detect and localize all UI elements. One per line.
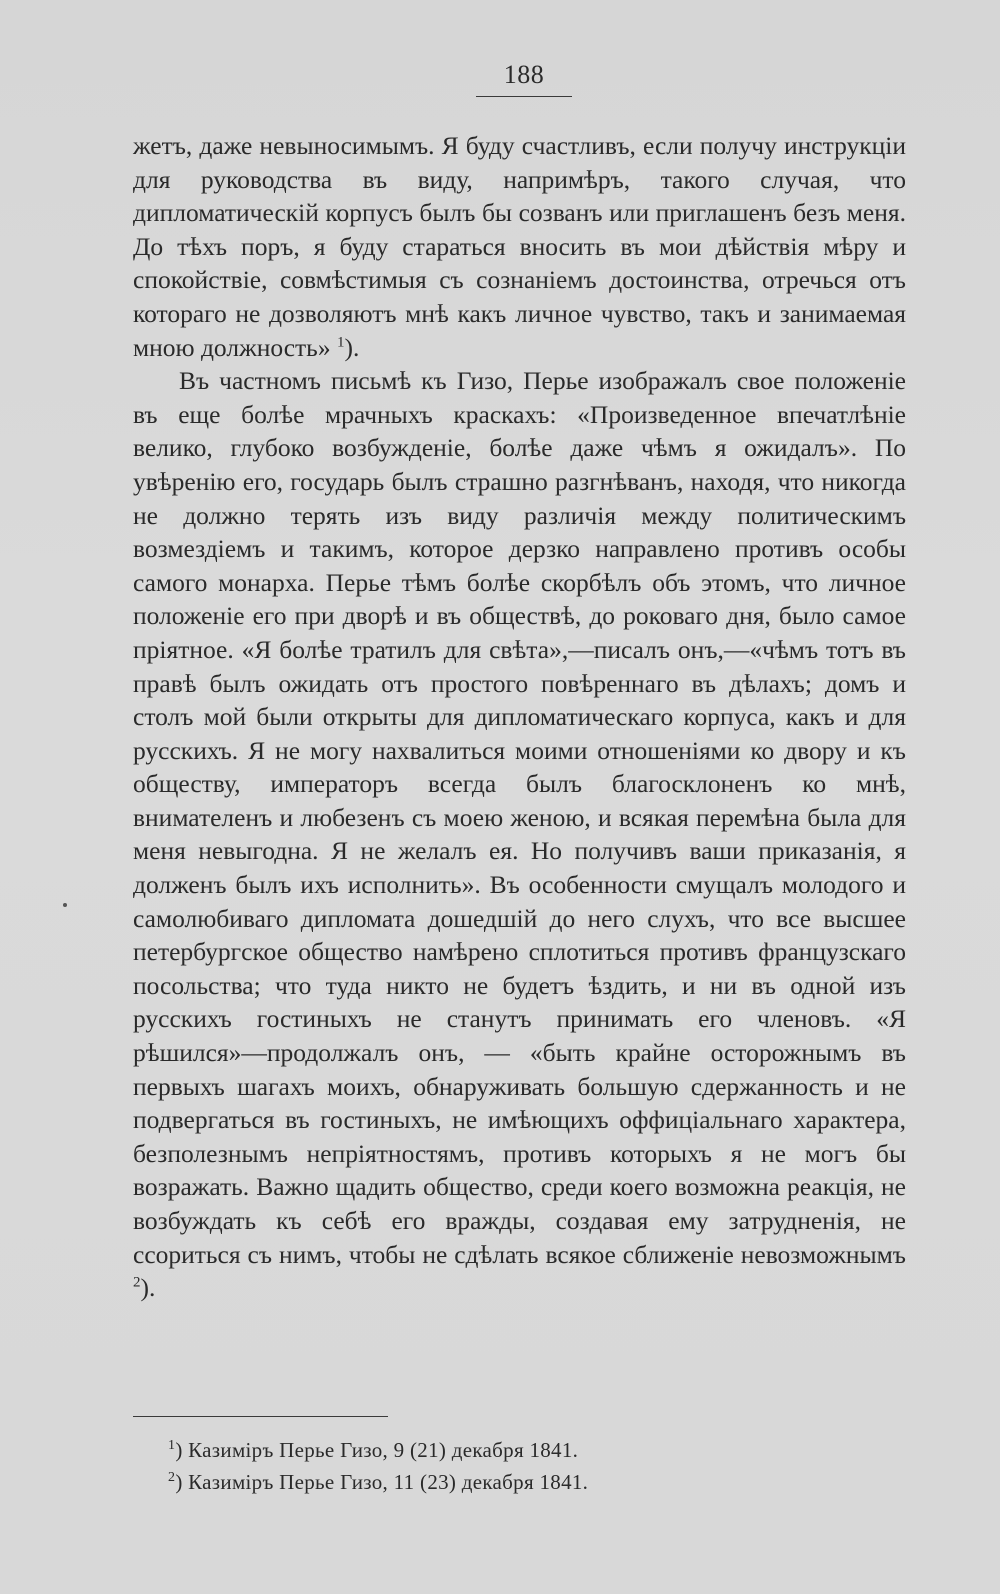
paragraph-1 bbox=[133, 129, 906, 364]
footnote-2-text: ) Казиміръ Перье Гизо, 11 (23) декабря 1841. bbox=[175, 1470, 589, 1494]
footnote-2 bbox=[168, 1466, 868, 1498]
footnote-ref-2-close: ). bbox=[140, 1273, 156, 1303]
paragraph-1-text: жетъ, даже невыносимымъ. Я буду счастливъ, если получу инструкціи для руководства въ виду, напримѣръ, такого случая, что дипломатическій корпусъ былъ бы созванъ или приглашенъ безъ меня. До тѣхъ поръ, я буду стараться вносить въ мои дѣйствія мѣру и спокойствіе, совмѣстимыя съ сознаніемъ достоинства, отречься отъ котораго не дозволяютъ мнѣ какъ личное чувство, такъ и занимаемая мною должность» bbox=[133, 131, 906, 362]
main-text bbox=[133, 129, 906, 1305]
paragraph-2-text: Въ частномъ письмѣ къ Гизо, Перье изображалъ свое положеніе въ еще болѣе мрачныхъ краскахъ: «Произведенное впечатлѣніе велико, глубоко возбужденіе, болѣе даже чѣмъ я ожидалъ». По увѣренію его, государь былъ страшно разгнѣванъ, находя, что никогда не должно терять изъ виду различія между политическимъ возмездіемъ и такимъ, которое дерзко направлено противъ особы самого монарха. Перье тѣмъ болѣе скорбѣлъ объ этомъ, что личное положеніе его при дворѣ и въ обществѣ, до роковаго дня, было самое пріятное. «Я болѣе тратилъ для свѣта»,—писалъ онъ,—«чѣмъ тотъ въ правѣ былъ ожидать отъ простого повѣреннаго въ дѣлахъ; домъ и столъ мой были открыты для дипломатическаго корпуса, какъ и для русскихъ. Я не могу нахвалиться моими отношеніями ко двору и къ обществу, императоръ всегда былъ благосклоненъ ко мнѣ, внимателенъ и любезенъ съ моею женою, и всякая перемѣна была для меня невыгодна. Я не желалъ ея. Но получивъ ваши приказанія, я долженъ былъ ихъ исполнить». Въ особенности смущалъ молодого и самолюбиваго дипломата дошедшій до него слухъ, что все высшее петербургское общество намѣрено сплотиться противъ французскаго посольства; что туда никто не будетъ ѣздить, и ни въ одной изъ русскихъ гостиныхъ не станутъ принимать его членовъ. «Я рѣшился»—продолжалъ онъ, — «быть крайне осторожнымъ въ первыхъ шагахъ моихъ, обнаруживать большую сдержанность и не подвергаться въ гостиныхъ, не имѣющихъ оффиціальнаго характера, безполезнымъ непріятностямъ, противъ которыхъ я не могъ бы возражать. Важно щадить общество, среди коего возможна реакція, не возбуждать къ себѣ его вражды, создавая ему затрудненія, не ссориться съ нимъ, чтобы не сдѣлать всякое сближеніе невозможнымъ bbox=[133, 366, 906, 1269]
footnote-ref-1-close: ). bbox=[344, 332, 360, 362]
footnote-ref-2: 2 bbox=[133, 1274, 141, 1291]
paragraph-2 bbox=[133, 364, 906, 1305]
page-number-rule bbox=[476, 96, 572, 97]
page-speck bbox=[63, 903, 67, 907]
footnote-1-mark: 1 bbox=[168, 1438, 176, 1453]
footnote-1 bbox=[168, 1434, 868, 1466]
footnote-separator bbox=[133, 1416, 388, 1417]
footnote-ref-1: 1 bbox=[336, 334, 345, 351]
footnotes bbox=[168, 1434, 868, 1498]
page-number: 188 bbox=[503, 60, 545, 89]
footnote-2-mark: 2 bbox=[168, 1470, 176, 1485]
footnote-1-text: ) Казиміръ Перье Гизо, 9 (21) декабря 1841. bbox=[175, 1438, 579, 1462]
